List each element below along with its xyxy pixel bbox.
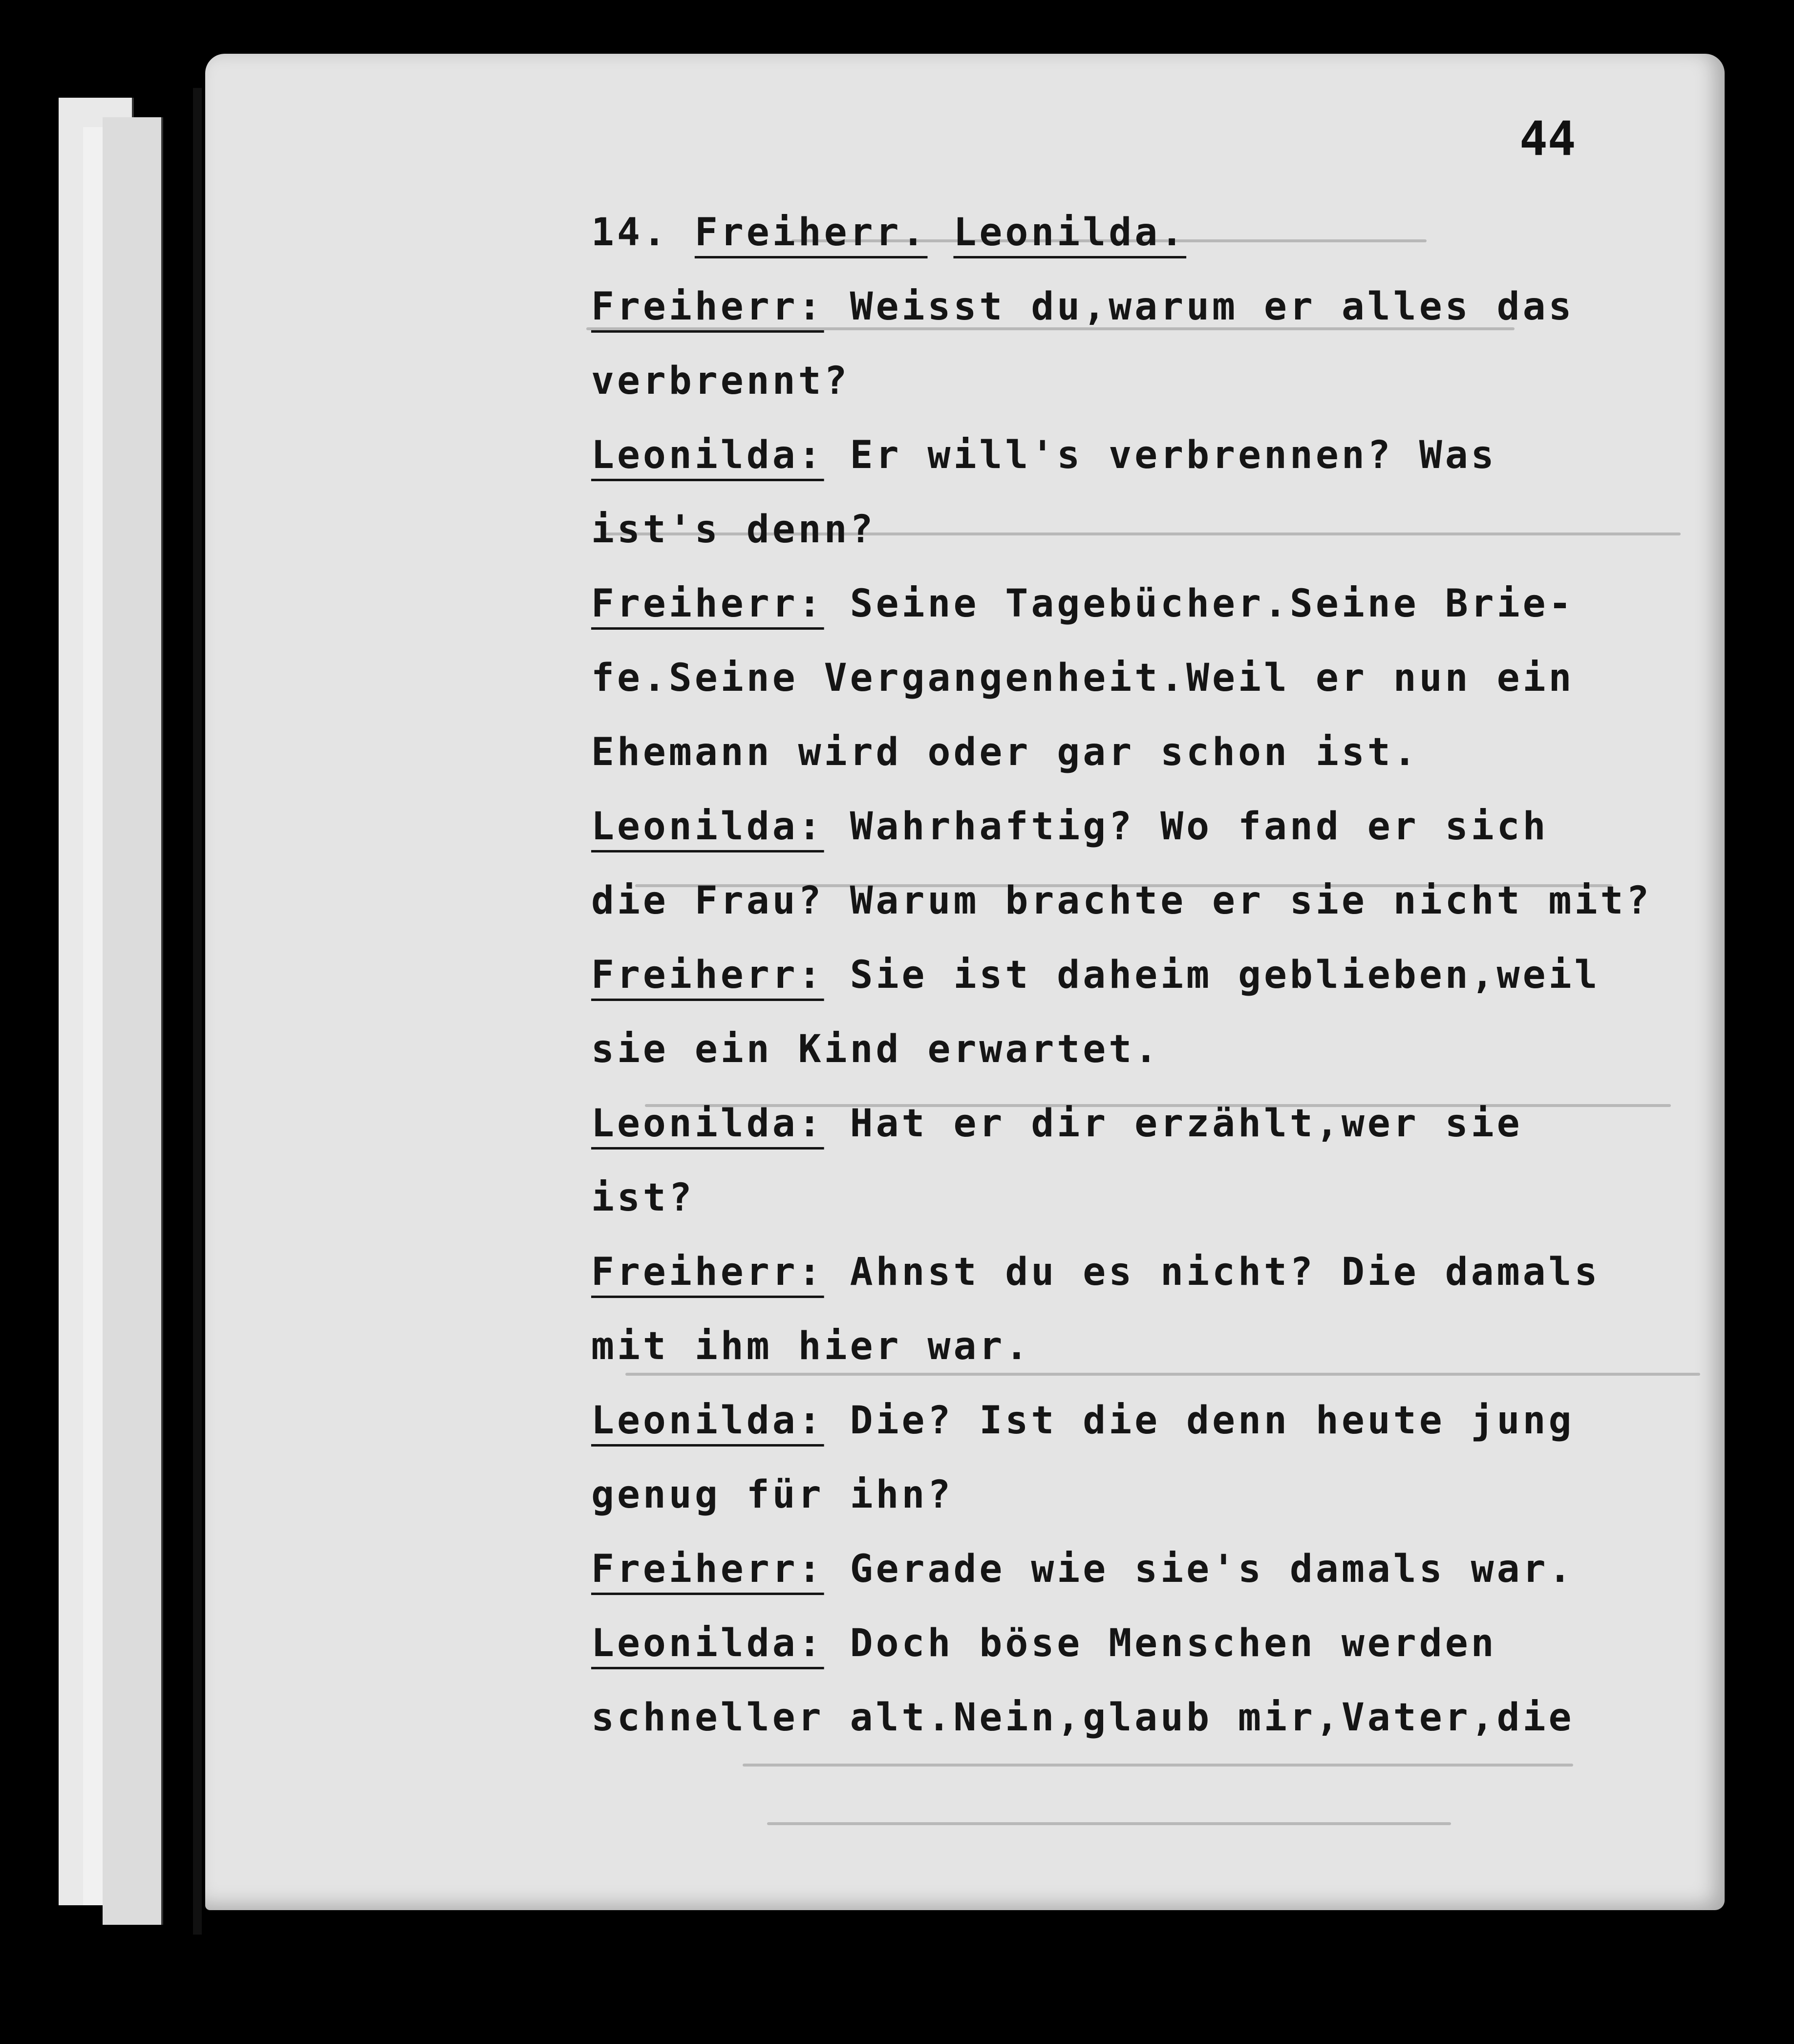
dialogue-line <box>591 1532 1715 1606</box>
dialogue-line <box>591 938 1715 1012</box>
dialogue-line <box>591 1606 1715 1681</box>
scene-heading <box>591 195 1715 270</box>
speaker-label: Freiherr: <box>591 1250 824 1294</box>
dialogue-text: Seine Tagebücher.Seine Brie- <box>850 582 1575 626</box>
speaker-label: Leonilda: <box>591 1621 824 1665</box>
typescript-page <box>205 54 1725 1910</box>
bleed-through-mark <box>743 1764 1573 1767</box>
dialogue-line <box>591 1309 1715 1384</box>
dialogue-line <box>591 567 1715 641</box>
dialogue-line <box>591 641 1715 715</box>
dialogue-line <box>591 270 1715 344</box>
dialogue-text: genug für ihn? <box>591 1473 954 1517</box>
speaker-label: Freiherr: <box>591 1547 824 1591</box>
dialogue-text: sie ein Kind erwartet. <box>591 1027 1161 1071</box>
stacked-page-edge <box>103 117 163 1925</box>
dialogue-line <box>591 1012 1715 1086</box>
dialogue-line <box>591 1384 1715 1458</box>
dialogue-line <box>591 1086 1715 1161</box>
binding-strip <box>193 88 202 1935</box>
dialogue-line <box>591 1235 1715 1309</box>
dialogue-text: verbrennt? <box>591 359 850 403</box>
dialogue-text: Sie ist daheim geblieben,weil <box>850 953 1601 997</box>
speaker-label: Leonilda: <box>591 433 824 477</box>
dialogue-text: fe.Seine Vergangenheit.Weil er nun ein <box>591 656 1575 700</box>
dialogue-text: Weisst du,warum er alles das <box>850 285 1575 329</box>
dialogue-text: ist's denn? <box>591 508 876 552</box>
dialogue-text: ist? <box>591 1176 695 1220</box>
page-number: 44 <box>1519 111 1576 166</box>
speaker-label: Freiherr: <box>591 285 824 329</box>
dialogue-line <box>591 344 1715 418</box>
dialogue-text: Doch böse Menschen werden <box>850 1621 1497 1665</box>
dialogue-line <box>591 492 1715 567</box>
dialogue-text: die Frau? Warum brachte er sie nicht mit? <box>591 879 1652 923</box>
scene-number: 14. <box>591 211 669 255</box>
dialogue-text: mit ihm hier war. <box>591 1324 1031 1368</box>
dialogue-text: Wahrhaftig? Wo fand er sich <box>850 805 1549 849</box>
dialogue-text: Die? Ist die denn heute jung <box>850 1399 1575 1443</box>
dialogue-text: Gerade wie sie's damals war. <box>850 1547 1575 1591</box>
dialogue-line <box>591 864 1715 938</box>
dialogue-line <box>591 715 1715 789</box>
scene-character: Freiherr. <box>694 211 928 255</box>
dialogue-block <box>591 195 1715 1755</box>
dialogue-text: Ehemann wird oder gar schon ist. <box>591 730 1419 774</box>
dialogue-text: Er will's verbrennen? Was <box>850 433 1497 477</box>
dialogue-line <box>591 1161 1715 1235</box>
dialogue-text: Hat er dir erzählt,wer sie <box>850 1102 1523 1146</box>
dialogue-line <box>591 1681 1715 1755</box>
speaker-label: Leonilda: <box>591 1102 824 1146</box>
dialogue-text: schneller alt.Nein,glaub mir,Vater,die <box>591 1696 1575 1740</box>
dialogue-line <box>591 418 1715 492</box>
dialogue-line <box>591 1458 1715 1532</box>
dialogue-line <box>591 789 1715 864</box>
bleed-through-mark <box>767 1822 1451 1825</box>
speaker-label: Freiherr: <box>591 953 824 997</box>
speaker-label: Leonilda: <box>591 1399 824 1443</box>
scene-character: Leonilda. <box>953 211 1187 255</box>
speaker-label: Leonilda: <box>591 805 824 849</box>
dialogue-text: Ahnst du es nicht? Die damals <box>850 1250 1601 1294</box>
speaker-label: Freiherr: <box>591 582 824 626</box>
